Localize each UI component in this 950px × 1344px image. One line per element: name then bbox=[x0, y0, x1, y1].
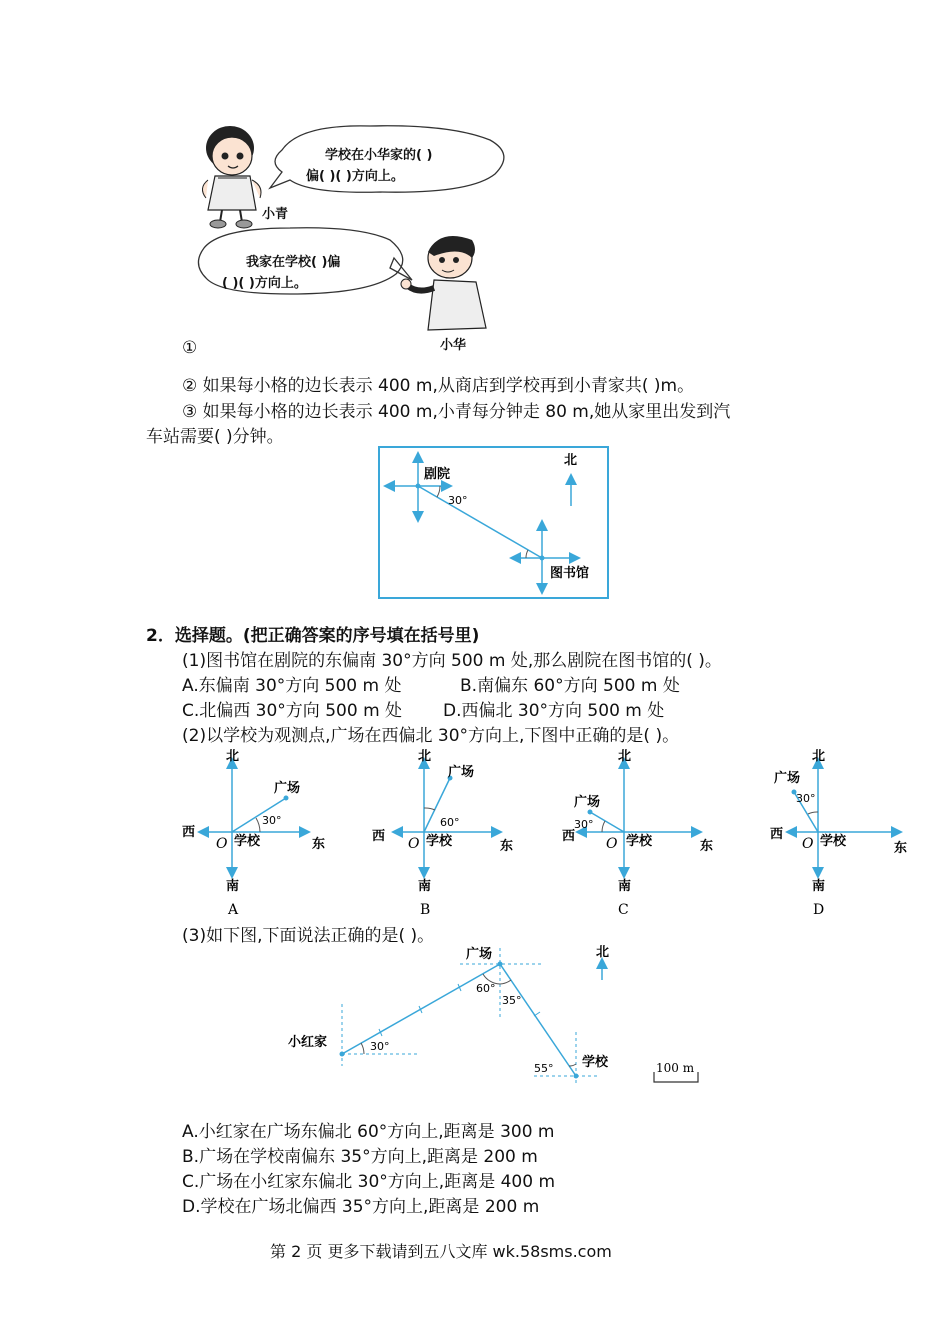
svg-text:南: 南 bbox=[812, 879, 826, 894]
svg-text:A: A bbox=[228, 902, 239, 918]
svg-text:35°: 35° bbox=[502, 994, 522, 1007]
q2-sub3-option-c: C.广场在小红家东偏北 30°方向上,距离是 400 m bbox=[182, 1172, 556, 1192]
svg-text:O: O bbox=[408, 836, 420, 852]
svg-text:C: C bbox=[618, 902, 629, 918]
q2-sub3-option-d: D.学校在广场北偏西 35°方向上,距离是 200 m bbox=[182, 1197, 540, 1217]
svg-text:东: 东 bbox=[894, 841, 908, 856]
map-north-label: 北 bbox=[564, 453, 578, 468]
svg-text:西: 西 bbox=[372, 829, 386, 844]
map-library-label: 图书馆 bbox=[550, 566, 590, 581]
q2-sub1-question: (1)图书馆在剧院的东偏南 30°方向 500 m 处,那么剧院在图书馆的( )。 bbox=[182, 651, 722, 671]
svg-text:30°: 30° bbox=[370, 1040, 390, 1053]
svg-text:60°: 60° bbox=[476, 982, 496, 995]
svg-text:O: O bbox=[802, 836, 814, 852]
compass-diagram-a bbox=[182, 749, 325, 918]
q2-sub1-option-a: A.东偏南 30°方向 500 m 处 bbox=[182, 676, 402, 696]
svg-text:30°: 30° bbox=[574, 818, 594, 831]
q2-sub1-option-b: B.南偏东 60°方向 500 m 处 bbox=[460, 676, 680, 696]
compass-diagrams bbox=[170, 748, 920, 920]
svg-text:西: 西 bbox=[562, 829, 576, 844]
svg-text:100 m: 100 m bbox=[656, 1061, 695, 1075]
q1-item-2: ② 如果每小格的边长表示 400 m,从商店到学校再到小青家共( )m。 bbox=[182, 376, 695, 396]
svg-text:学校: 学校 bbox=[582, 1055, 609, 1070]
boy-bubble-line-1: 我家在学校( )偏 bbox=[246, 255, 341, 270]
q2-heading: 2．选择题。(把正确答案的序号填在括号里) bbox=[146, 626, 480, 646]
svg-text:D: D bbox=[813, 902, 825, 918]
svg-text:东: 东 bbox=[500, 839, 514, 854]
girl-bubble-line-2: 偏( )( )方向上。 bbox=[306, 169, 404, 184]
svg-text:学校: 学校 bbox=[820, 834, 847, 849]
svg-text:O: O bbox=[606, 836, 618, 852]
compass-diagram-c bbox=[562, 749, 713, 918]
q2-sub1-option-c: C.北偏西 30°方向 500 m 处 bbox=[182, 701, 403, 721]
q1-item-3-line-2: 车站需要( )分钟。 bbox=[146, 427, 284, 447]
svg-text:学校: 学校 bbox=[626, 834, 653, 849]
svg-text:南: 南 bbox=[618, 879, 632, 894]
boy-figure bbox=[401, 236, 486, 330]
svg-text:北: 北 bbox=[418, 749, 432, 764]
item-marker-1: ① bbox=[182, 338, 198, 358]
map-angle-label: 30° bbox=[448, 494, 468, 507]
svg-text:北: 北 bbox=[812, 749, 826, 764]
scale-bar bbox=[654, 1061, 698, 1082]
girl-figure bbox=[202, 126, 261, 228]
svg-text:30°: 30° bbox=[262, 814, 282, 827]
svg-text:西: 西 bbox=[182, 825, 196, 840]
svg-text:30°: 30° bbox=[796, 792, 816, 805]
svg-text:南: 南 bbox=[226, 879, 240, 894]
square-home-school-map bbox=[280, 940, 720, 1088]
compass-diagram-b bbox=[372, 749, 513, 918]
svg-text:北: 北 bbox=[226, 749, 240, 764]
girl-bubble-line-1: 学校在小华家的( ) bbox=[325, 148, 433, 163]
svg-text:小红家: 小红家 bbox=[288, 1035, 328, 1050]
boy-bubble-line-2: ( )( )方向上。 bbox=[222, 276, 307, 291]
svg-text:东: 东 bbox=[312, 837, 326, 852]
svg-text:学校: 学校 bbox=[426, 834, 453, 849]
girl-name: 小青 bbox=[262, 207, 289, 222]
q1-item-3-line-1: ③ 如果每小格的边长表示 400 m,小青每分钟走 80 m,她从家里出发到汽 bbox=[182, 402, 731, 422]
svg-text:北: 北 bbox=[618, 749, 632, 764]
theater-library-map bbox=[378, 446, 610, 600]
svg-text:广场: 广场 bbox=[274, 781, 301, 796]
svg-text:广场: 广场 bbox=[448, 765, 475, 780]
compass-diagram-d bbox=[770, 749, 907, 918]
svg-text:广场: 广场 bbox=[774, 771, 801, 786]
svg-text:学校: 学校 bbox=[234, 834, 261, 849]
q2-sub2-question: (2)以学校为观测点,广场在西偏北 30°方向上,下图中正确的是( )。 bbox=[182, 726, 680, 746]
svg-text:西: 西 bbox=[770, 827, 784, 842]
svg-text:南: 南 bbox=[418, 879, 432, 894]
q2-sub3-option-b: B.广场在学校南偏东 35°方向上,距离是 200 m bbox=[182, 1147, 538, 1167]
map-theater-label: 剧院 bbox=[424, 467, 451, 482]
q2-sub3-option-a: A.小红家在广场东偏北 60°方向上,距离是 300 m bbox=[182, 1122, 555, 1142]
q2-sub1-option-d: D.西偏北 30°方向 500 m 处 bbox=[443, 701, 665, 721]
svg-text:O: O bbox=[216, 836, 228, 852]
svg-text:B: B bbox=[420, 902, 431, 918]
svg-text:北: 北 bbox=[596, 945, 610, 960]
svg-text:广场: 广场 bbox=[466, 947, 493, 962]
q2-sub3-question: (3)如下图,下面说法正确的是( )。 bbox=[182, 926, 435, 946]
boy-name: 小华 bbox=[440, 338, 467, 353]
page-footer: 第 2 页 更多下载请到五八文库 wk.58sms.com bbox=[270, 1242, 612, 1261]
svg-text:60°: 60° bbox=[440, 816, 460, 829]
svg-text:东: 东 bbox=[700, 839, 714, 854]
svg-text:55°: 55° bbox=[534, 1062, 554, 1075]
svg-text:广场: 广场 bbox=[574, 795, 601, 810]
